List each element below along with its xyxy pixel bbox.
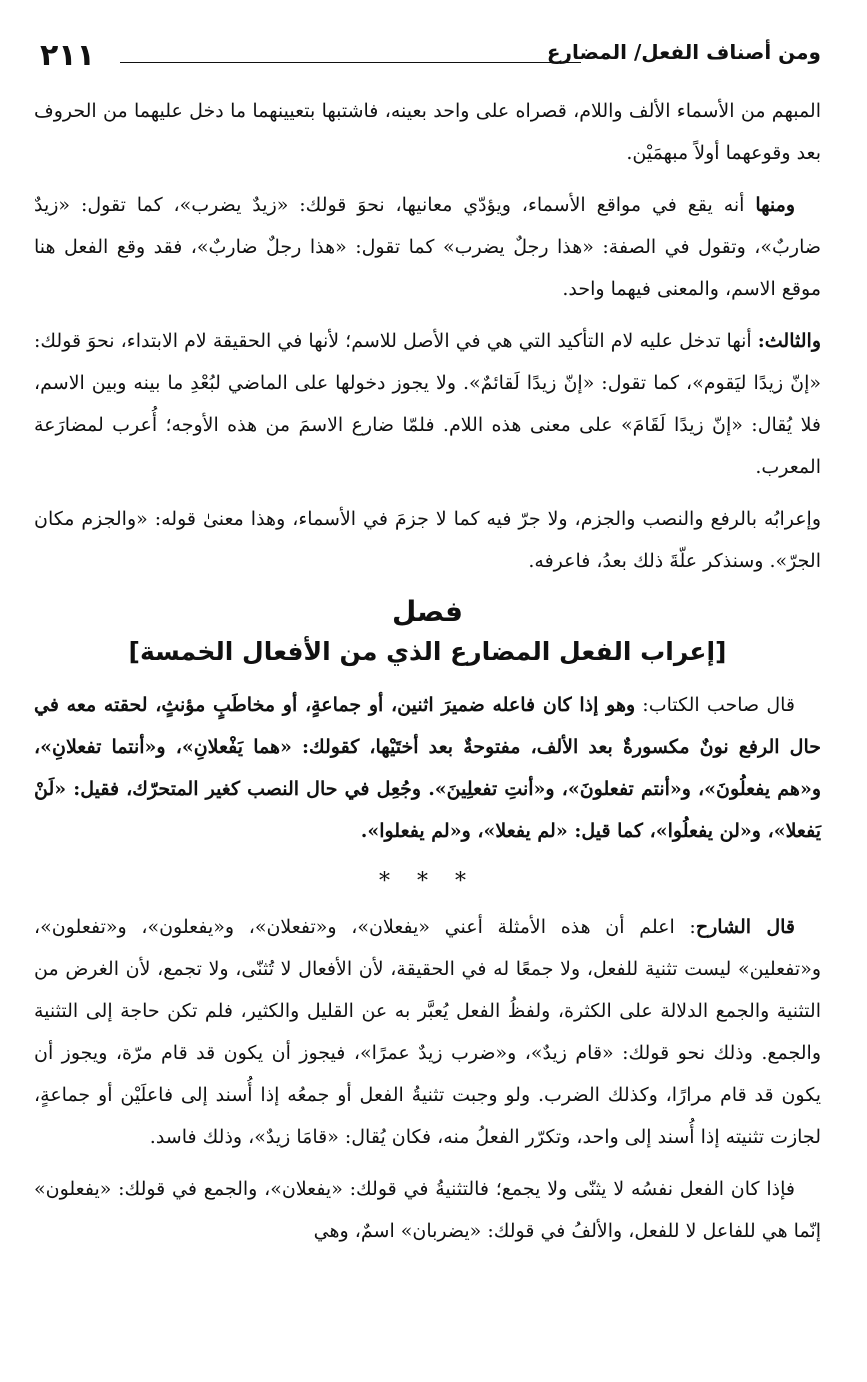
paragraph-3 (34, 320, 821, 488)
continued-paragraph (34, 90, 821, 174)
sharh-paragraph-1 (34, 906, 821, 1158)
section-heading: فصل (392, 595, 463, 628)
paragraph-2 (34, 184, 821, 310)
matn-paragraph (34, 684, 821, 852)
sharh-text-1: : اعلم أن هذه الأمثلة أعني «يفعلان»، و«تفعلان»، و«يفعلون»، و«تفعلون»، و«تفعلين» ليست تثنية للفعل، ولا جمعًا له في الحقيقة، لأن الأفعال لا تُثنّى، ولا تجمع، لأن الغرض من التثنية والجمع الدلالة على الكثرة، ولفظُ الفعل يُعبَّر به عن القليل والكثير، فلم تكن حاجة إلى التثنية والجمع. وذلك نحو قولك: «قام زيدٌ»، و«ضرب زيدٌ عمرًا»، فيجوز أن يكون قد قام مرّة، ويجوز أن يكون قد قام مرارًا، وكذلك الضرب. ولو وجبت تثنيةُ الفعل أو جمعُه إذا أُسند إلى فاعلَيْن أو جماعةٍ، لجازت تثنيته إذا أُسند إلى واحد، وتكرّر الفعلُ منه، فكان يُقال: «قامَا زيدٌ»، وذلك فاسد. (34, 916, 821, 1148)
paragraph-3-text: أنها تدخل عليه لام التأكيد التي هي في الأصل للاسم؛ لأنها في الحقيقة لام الابتداء، نحوَ قولك: «إنّ زيدًا ليَقوم»، كما تقول: «إنّ زيدًا لَقائمٌ». ولا يجوز دخولها على الماضي لبُعْدِ ما بينه وبين الاسم، فلا يُقال: «إنّ زيدًا لَقَامَ» على معنى هذه اللام. فلمّا ضارع الاسمَ من هذه الأوجه؛ أُعرب لمضارَعة المعرب. (34, 330, 821, 478)
running-title: ومن أصناف الفعل/ المضارع (546, 40, 821, 64)
sharh-lead: قال الشارح (695, 916, 795, 938)
paragraph-1: المبهم من الأسماء الألف واللام، قصراه على واحد بعينه، فاشتبها بتعيينهما ما دخل عليهما من الحروف بعد وقوعهما أولاً مبهمَيْن. (34, 100, 821, 164)
paragraph-4: وإعرابُه بالرفع والنصب والجزم، ولا جرّ فيه كما لا جزمَ في الأسماء، وهذا معنىٰ قوله: «والجزم مكان الجرّ». وسنذكر علّةَ ذلك بعدُ، فاعرفه. (34, 508, 821, 572)
matn-intro: قال صاحب الكتاب: (635, 694, 795, 716)
sharh-paragraph-2: فإذا كان الفعل نفسُه لا يثنّى ولا يجمع؛ فالتثنيةُ في قولك: «يفعلان»، والجمع في قولك: «يفعلون» إنّما هي للفاعل لا للفعل، والألفُ في قولك: «يضربان» اسمٌ، وهي (34, 1178, 821, 1242)
section-separator: * * * (379, 869, 476, 894)
page-header (30, 34, 821, 74)
header-rule (120, 62, 581, 63)
page-body (34, 90, 821, 1262)
section-subtitle: [إعراب الفعل المضارع الذي من الأفعال الخمسة] (128, 637, 727, 666)
paragraph-2-text: أنه يقع في مواقع الأسماء، ويؤدّي معانيها، نحوَ قولك: «زيدٌ يضرب»، كما تقول: «زيدٌ ضاربٌ»، وتقول في الصفة: «هذا رجلٌ يضرب» كما تقول: «هذا رجلٌ ضاربٌ»، فقد وقع الفعل هنا موقع الاسم، والمعنى فيهما واحد. (34, 194, 821, 300)
matn-text: وهو إذا كان فاعله ضميرَ اثنين، أو جماعةٍ، أو مخاطَبٍ مؤنثٍ، لحقته معه في حال الرفع نونٌ مكسورةٌ بعد الألف، مفتوحةٌ بعد أختَيْها، كقولك: «هما يَفْعلانِ»، و«أنتما تفعلانِ»، و«هم يفعلُونَ»، و«أنتم تفعلونَ»، و«أنتِ تفعلِينَ». وجُعِل في حال النصب كغير المتحرّك، فقيل: «لَنْ يَفعلا»، و«لن يفعلُوا»، كما قيل: «لم يفعلا»، و«لم يفعلوا». (34, 694, 821, 842)
page-number: ٢١١ (40, 38, 95, 73)
paragraph-3-lead: والثالث: (757, 330, 821, 352)
paragraph-2-lead: ومنها (755, 194, 795, 216)
